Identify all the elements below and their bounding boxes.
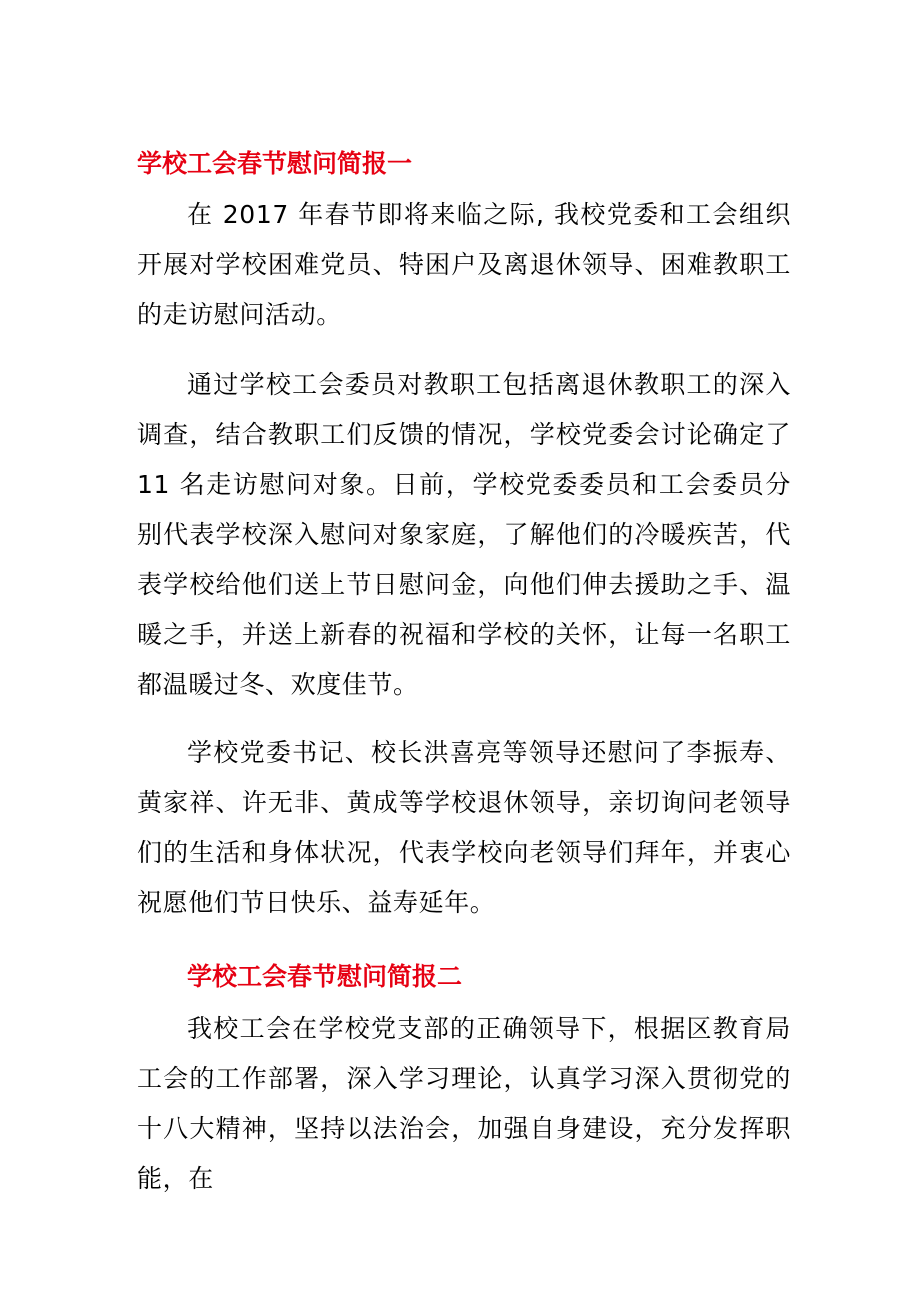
section-1-heading: 学校工会春节慰问简报一 [137,149,413,178]
section-2-heading: 学校工会春节慰问简报二 [187,962,463,991]
section-1-paragraph-2: 通过学校工会委员对教职工包括离退休教职工的深入调查，结合教职工们反馈的情况，学校党委会讨论确定了 11 名走访慰问对象。日前，学校党委委员和工会委员分别代表学校深入慰问对象家庭，了解他们的冷暖疾苦，代表学校给他们送上节日慰问金，向他们伸去援助之手、温暖之手，并送上新春的祝福和学校的关怀，让每一名职工都温暖过冬、欢度佳节。 [137,370,791,699]
section-1-paragraph-3: 学校党委书记、校长洪喜亮等领导还慰问了李振寿、黄家祥、许无非、黄成等学校退休领导，亲切询问老领导们的生活和身体状况，代表学校向老领导们拜年，并衷心祝愿他们节日快乐、益寿延年。 [137,738,791,917]
section-2-paragraph-1: 我校工会在学校党支部的正确领导下，根据区教育局工会的工作部署，深入学习理论，认真学习深入贯彻党的十八大精神，坚持以法治会，加强自身建设，充分发挥职能，在 [137,1014,791,1193]
section-1-paragraph-1: 在 2017 年春节即将来临之际, 我校党委和工会组织开展对学校困难党员、特困户及离退休领导、困难教职工的走访慰问活动。 [137,200,791,329]
